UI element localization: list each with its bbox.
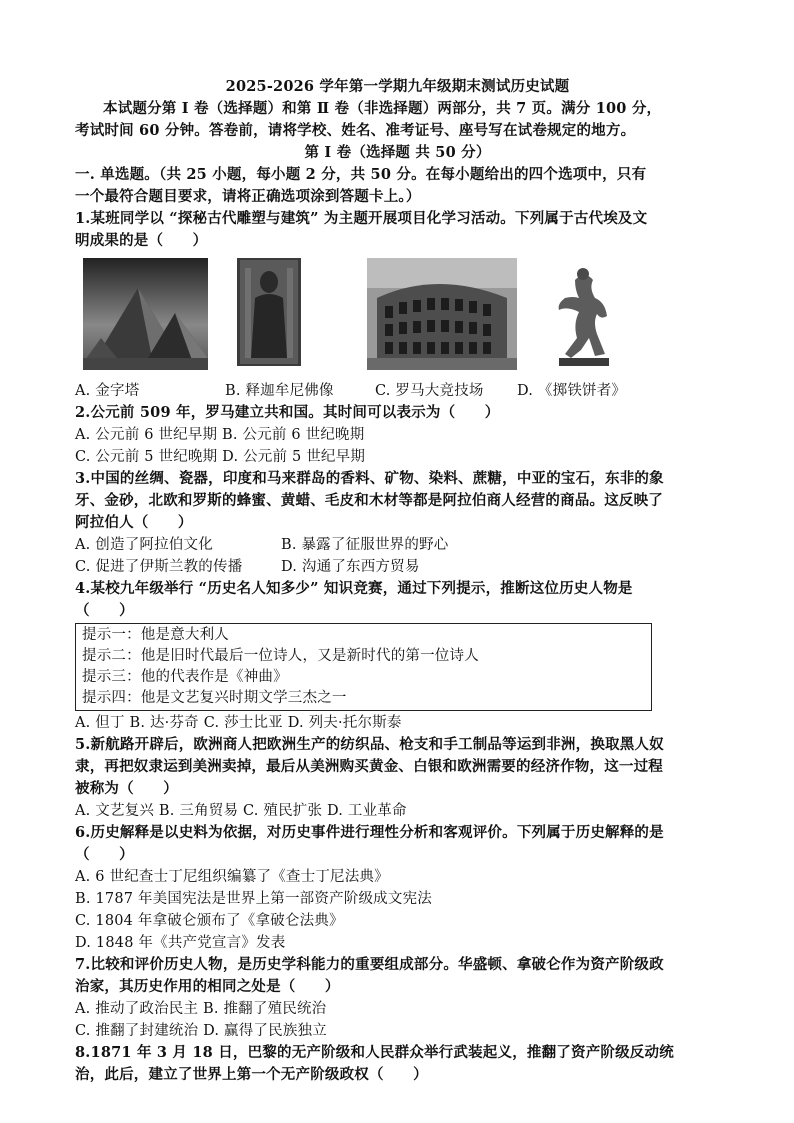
q3-stem-1: 3.中国的丝绸、瓷器，印度和马来群岛的香料、矿物、染料、蔗糖，中亚的宝石，东非的象 (75, 470, 664, 487)
q5-stem-3: 被称为（ ） (75, 780, 178, 797)
q3-stem-2: 牙、金砂，北欧和罗斯的蜂蜜、黄蜡、毛皮和木材等都是阿拉伯商人经营的商品。这反映了 (75, 492, 663, 509)
q1-options (75, 380, 720, 402)
q3-option-a[interactable]: A. 创造了阿拉伯文化 (75, 537, 213, 553)
pyramid-image (83, 258, 208, 370)
q4-hint-4: 提示四：他是文艺复兴时期文学三杰之一 (82, 690, 347, 706)
intro-line-1: 本试题分第 Ⅰ 卷（选择题）和第 Ⅱ 卷（非选择题）两部分，共 7 页。满分 100 分， (103, 100, 662, 117)
q3-option-c[interactable]: C. 促进了伊斯兰教的传播 (75, 559, 243, 575)
part-instructions-2: 一个最符合题目要求，请将正确选项涂到答题卡上。） (75, 188, 421, 205)
q7-options-row-1[interactable]: A. 推动了政治民主 B. 推翻了殖民统治 (75, 1001, 327, 1017)
q2-options-row-1[interactable]: A. 公元前 6 世纪早期 B. 公元前 6 世纪晚期 (75, 427, 365, 443)
q5-stem-2: 隶，再把奴隶运到美洲卖掉，最后从美洲购买黄金、白银和欧洲需要的经济作物，这一过程 (75, 758, 663, 775)
q7-options-row-2[interactable]: C. 推翻了封建统治 D. 赢得了民族独立 (75, 1023, 327, 1039)
q3-option-d[interactable]: D. 沟通了东西方贸易 (281, 559, 420, 575)
q1-option-b[interactable]: B. 释迦牟尼佛像 (225, 383, 334, 399)
q3-option-b[interactable]: B. 暴露了征服世界的野心 (281, 537, 449, 553)
q3-stem-3: 阿拉伯人（ ） (75, 514, 193, 531)
exam-page (75, 76, 720, 1086)
q4-stem-1: 4.某校九年级举行 “历史名人知多少” 知识竞赛，通过下列提示，推断这位历史人物是 (75, 580, 633, 597)
q6-stem-2: （ ） (75, 846, 134, 863)
q6-option-d[interactable]: D. 1848 年《共产党宣言》发表 (75, 935, 286, 951)
q7-stem-2: 治家，其历史作用的相同之处是（ ） (75, 978, 340, 995)
q7-stem-1: 7.比较和评价历史人物，是历史学科能力的重要组成部分。华盛顿、拿破仑作为资产阶级政 (75, 956, 664, 973)
buddha-statue-image (237, 258, 301, 366)
exam-title: 2025-2026 学年第一学期九年级期末测试历史试题 (225, 78, 570, 95)
section-heading: 第 Ⅰ 卷（选择题 共 50 分） (304, 144, 491, 161)
q1-option-d[interactable]: D. 《掷铁饼者》 (517, 383, 627, 399)
q1-option-c[interactable]: C. 罗马大竞技场 (375, 383, 484, 399)
q4-options[interactable]: A. 但丁 B. 达·芬奇 C. 莎士比亚 D. 列夫·托尔斯泰 (75, 715, 402, 731)
q2-options-row-2[interactable]: C. 公元前 5 世纪晚期 D. 公元前 5 世纪早期 (75, 449, 366, 465)
q1-image-row (75, 258, 720, 378)
q6-stem-1: 6.历史解释是以史料为依据，对历史事件进行理性分析和客观评价。下列属于历史解释的是 (75, 824, 664, 841)
q3-options-row-1 (75, 534, 720, 556)
q4-hint-2: 提示二：他是旧时代最后一位诗人，又是新时代的第一位诗人 (82, 648, 479, 664)
q4-hint-box (75, 623, 652, 711)
q4-stem-2: （ ） (75, 602, 134, 619)
q3-options-row-2 (75, 556, 720, 578)
q1-option-a[interactable]: A. 金字塔 (75, 383, 140, 399)
part-instructions-1: 一. 单选题。（共 25 小题，每小题 2 分，共 50 分。在每小题给出的四个选项中，只有 (75, 166, 647, 183)
q2-stem: 2.公元前 509 年，罗马建立共和国。其时间可以表示为（ ） (75, 404, 500, 421)
discobolus-image (545, 258, 625, 370)
q8-stem-1: 8.1871 年 3 月 18 日，巴黎的无产阶级和人民群众举行武装起义，推翻了资产阶级反动统 (75, 1044, 674, 1061)
q4-hint-1: 提示一：他是意大利人 (82, 627, 229, 643)
q1-stem-1: 1.某班同学以 “探秘古代雕塑与建筑” 为主题开展项目化学习活动。下列属于古代埃及文 (75, 210, 648, 227)
q5-stem-1: 5.新航路开辟后，欧洲商人把欧洲生产的纺织品、枪支和手工制品等运到非洲，换取黑人奴 (75, 736, 664, 753)
q8-stem-2: 治，此后，建立了世界上第一个无产阶级政权（ ） (75, 1066, 428, 1083)
q4-hint-3: 提示三：他的代表作是《神曲》 (82, 669, 288, 685)
q6-option-b[interactable]: B. 1787 年美国宪法是世界上第一部资产阶级成文宪法 (75, 891, 432, 907)
colosseum-image (367, 258, 517, 370)
q5-options[interactable]: A. 文艺复兴 B. 三角贸易 C. 殖民扩张 D. 工业革命 (75, 803, 407, 819)
q6-option-c[interactable]: C. 1804 年拿破仑颁布了《拿破仑法典》 (75, 913, 344, 929)
q1-stem-2: 明成果的是（ ） (75, 232, 208, 249)
q6-option-a[interactable]: A. 6 世纪查士丁尼组织编纂了《查士丁尼法典》 (75, 869, 389, 885)
intro-line-2: 考试时间 60 分钟。答卷前，请将学校、姓名、准考证号、座号写在试卷规定的地方。 (75, 122, 636, 139)
